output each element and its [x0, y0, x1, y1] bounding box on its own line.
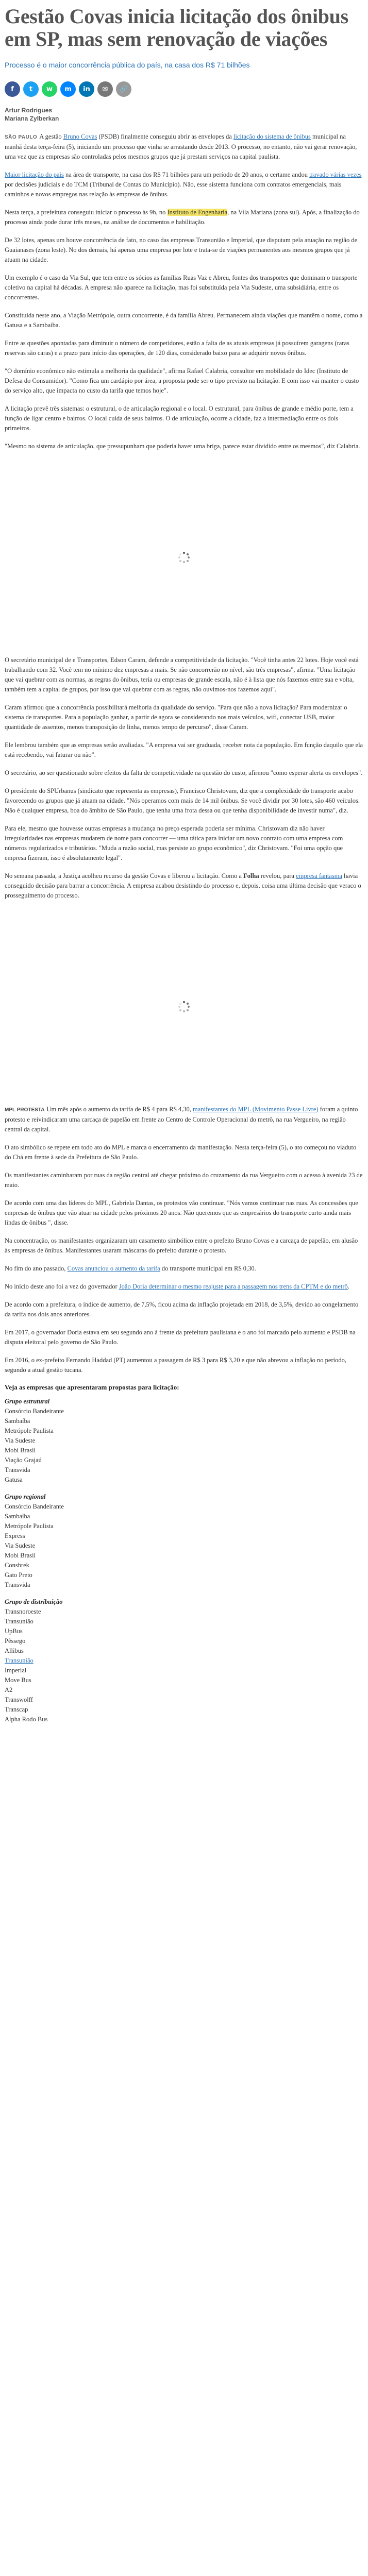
brand-name: Folha: [243, 872, 259, 879]
paragraph: Entre as questões apontadas para diminuir o número de competidores, estão a falta de as atuais empresas já possuírem garagens (raras reservas são caras) e a prazo para início das operações, de 120 dias, considerado baixo para se adquirir novos ônibus.: [5, 340, 349, 357]
paragraph: De acordo com a prefeitura, o índice de aumento, de 7,5%, ficou acima da inflação projetada em 2018, de 3,5%, devido ao congelamento da tarifa nos dois anos anteriores.: [5, 1301, 359, 1318]
list-item: Transunião: [5, 1618, 34, 1625]
list-item: Viação Grajaú: [5, 1456, 42, 1464]
link-doria-reajuste[interactable]: João Doria determinar o mesmo reajuste para a passagem nos trens da CPTM e do metrô: [119, 1283, 348, 1290]
company-group: [5, 1397, 363, 1485]
list-item: Alpha Rodo Bus: [5, 1716, 48, 1723]
companies-title: Veja as empresas que apresentaram propostas para licitação:: [5, 1383, 179, 1391]
list-item: [5, 1656, 363, 1666]
video-embed[interactable]: [5, 909, 363, 1105]
paragraph: Em 2017, o governador Doria estava em seu segundo ano à frente da prefeitura paulistana e o ano foi marcado pelo aumento e PSDB na disputa eleitoral pelo governo de São Paulo.: [5, 1329, 356, 1346]
link-maior-licitacao[interactable]: Maior licitação do país: [5, 171, 64, 178]
text: foram a quinto protesto e reivindicaram uma carcaça de papelão em frente ao Centro de Controle Operacional do metrô, na rua Vergueiro, na região central da capital.: [5, 1106, 358, 1133]
text: No semana passada, a Justiça acolheu recurso da gestão Covas e liberou a licitação. Como a: [5, 872, 244, 879]
paragraph: Ele lembrou também que as empresas serão avaliadas. "A empresa vai ser graduada, receber nota da população. Em função daquilo que ela está recebendo, vai faturar ou não".: [5, 741, 363, 758]
paragraph: Constituída neste ano, a Viação Metrópole, outra concorrente, é da família Abreu. Permanecem ainda viações que mantêm o nome, como a Gatusa e a Sambaíba.: [5, 312, 363, 329]
author-name[interactable]: Mariana Zylberkan: [5, 115, 59, 122]
list-item: Consórcio Bandeirante: [5, 1503, 64, 1510]
text: , na Vila Mariana (zona sul). Após, a finalização do processo ainda pode durar três meses, na análise de documentos e habilitação.: [5, 209, 360, 226]
list-item: Allibus: [5, 1647, 24, 1654]
company-list: [5, 1502, 363, 1590]
link-mpl[interactable]: manifestantes do MPL (Movimento Passe Livre): [193, 1106, 319, 1113]
paragraph: O secretário, ao ser questionado sobre efeitos da falta de competitividade na questão do custo, afirmou "como esperar alerta os envelopes".: [5, 769, 363, 776]
text: havia conseguido decisão para barrar a concorrência. A empresa acabou desistindo do processo e, depois, coisa uma última decisão que veraco o prosseguimento do processo.: [5, 872, 361, 899]
headline: Gestão Covas inicia licitação dos ônibus em SP, mas sem renovação de viações: [5, 5, 348, 50]
text: (PSDB) finalmente conseguiu abrir as envelopes da: [97, 133, 233, 140]
twitter-icon[interactable]: t: [23, 81, 39, 97]
link-empresa-fantasma[interactable]: empresa fantasma: [296, 872, 342, 879]
list-item: Sambaíba: [5, 1417, 30, 1425]
list-item: Express: [5, 1532, 25, 1539]
list-item: Via Sudeste: [5, 1542, 36, 1549]
link-travado[interactable]: travado várias vezes: [309, 171, 362, 178]
whatsapp-icon[interactable]: w: [42, 81, 57, 97]
paragraph: Na concentração, os manifestantes organizaram um casamento simbólico entre o prefeito Bruno Covas e a carcaça de papelão, em alusão às empresas de ônibus. Manifestantes usaram máscaras do prefeito durante o protesto.: [5, 1237, 358, 1254]
group-title: Grupo de distribuição: [5, 1598, 63, 1605]
paragraph: Em 2016, o ex-prefeito Fernando Haddad (PT) aumentou a passagem de R$ 3 para R$ 3,20 e que não abrevou a inflação no período, segundo a atual gestão tucana.: [5, 1357, 346, 1374]
paragraph: Caram afirmou que a concorrência possibilitará melhoria da qualidade do serviço. "Para que não a nova licitação? Para modernizar o sistema de transportes. Para a população ganhar, a partir de agora se considerando nos mais veículos, wifi, conectar USB, maior quantidade de assentos, menos transposição de linha, menos tempo de percurso", disse Caram.: [5, 704, 347, 731]
link-licitacao[interactable]: licitação do sistema de ônibus: [233, 133, 311, 140]
list-item: Transvida: [5, 1466, 30, 1473]
paragraph: "Mesmo no sistema de articulação, que pressupunham que poderia haver uma briga, parece estar dividido entre os mesmos", diz Calabria.: [5, 443, 360, 450]
text: municipal na manhã desta terça-feira (5), iniciando um processo que vinha se arrastando desde 2013. O processo, no entanto, não vai gerar renovação, uma vez que as empresas são controladas pelos mesmos grupos que já prestam serviços na capital paulista.: [5, 133, 357, 160]
list-item: Transcap: [5, 1706, 28, 1713]
paragraph: [5, 208, 363, 227]
mpl-section: [5, 1105, 363, 1375]
list-item: Move Bus: [5, 1676, 31, 1684]
group-title: Grupo estrutural: [5, 1398, 50, 1405]
paragraph: [5, 1282, 363, 1292]
linkedin-icon[interactable]: in: [79, 81, 94, 97]
list-item: Mobi Brasil: [5, 1447, 36, 1454]
subtitle: Processo é o maior concorrência pública do país, na casa dos R$ 71 bilhões: [5, 61, 250, 69]
text: A gestão: [39, 133, 63, 140]
company-groups: [5, 1397, 363, 1724]
messenger-icon[interactable]: m: [60, 81, 76, 97]
list-item: Gatusa: [5, 1476, 23, 1483]
group-title: Grupo regional: [5, 1493, 46, 1500]
paragraph: [5, 871, 363, 901]
link-aumento-tarifa[interactable]: Covas anunciou o aumento da tarifa: [67, 1265, 160, 1272]
text: No início deste ano foi a vez do governador: [5, 1283, 119, 1290]
paragraph: O secretário municipal de e Transportes, Edson Caram, defende a competitividade da licitação. "Você tinha antes 22 lotes. Hoje você está trabalhando com 32. Você tem no mínimo dez empresas a mais. Se não concorrerão no nível, são três empresas", afirma. "Uma licitação que vai quebrar com as normas, as regras do ônibus, teria ou empresas de grande escala, não é à lista que nós fazemos entre sua e volta, também tem a capital de grupos, por isso que vai quebrar com as regras, não ouvimos-nos fazemos aqui".: [5, 656, 359, 693]
email-icon[interactable]: ✉: [97, 81, 113, 97]
list-item: Pêssego: [5, 1637, 26, 1645]
text: revelou, para: [259, 872, 296, 879]
company-group: [5, 1597, 363, 1724]
article-body: [5, 132, 363, 1724]
paragraph: [5, 132, 363, 162]
company-group: [5, 1492, 363, 1590]
paragraph: [5, 1105, 363, 1134]
paragraph: Um exemplo é o caso da Via Sul, que tem entre os sócios as famílias Ruas Vaz e Abreu, fontes dos transportes que dominam o transporte coletivo na capital há décadas. A empresa não aparece na licitação, mas foi substituída pela Via Sudeste, uma subsidiária, entre os concorrentes.: [5, 274, 358, 301]
text: do transporte municipal em R$ 0,30.: [160, 1265, 256, 1272]
section-tag: MPL PROTESTA: [5, 1107, 45, 1113]
list-item: Imperial: [5, 1667, 27, 1674]
video-embed[interactable]: [5, 460, 363, 655]
paragraph: Para ele, mesmo que houvesse outras empresas a mudança no preço esperada poderia ser mínima. Christovam diz não haver irregularidades nas empresas mudarem de nome para concorrer — uma tática para iniciar um novo contrato com uma empresa com números regularizados e tributários. "Muda a razão social, mas persiste ao grupo econômico", diz Christovam. "Foi uma opção que empresa fizeram, isso é absolutamente legal".: [5, 825, 343, 861]
list-item: A2: [5, 1686, 13, 1693]
paragraph: "O domínio econômico não estimula a melhoria da qualidade", afirma Rafael Calabria, consultor em mobilidade do Idec (Instituto de Defesa do Consumidor). "Como fica um cardápio por área, a proposta pode ser o tipo previsto na licitação. E com isso vai manter o custo do serviço alto, que impacta no custo da tarifa que temos hoje".: [5, 367, 359, 394]
paragraph: De 32 lotes, apenas um houve concorrência de fato, no caso das empresas Transunião e Imperial, que disputam pela atuação na região de Guaianases (zona leste). No dos demais, há apenas uma empresa por lote e trata-se de viações permanentes aos mesmos grupos que já atuam na cidade.: [5, 236, 358, 263]
copy-link-icon[interactable]: 🔗: [116, 81, 131, 97]
loading-spinner-icon: [178, 552, 190, 563]
list-item: Metrópole Paulista: [5, 1522, 54, 1530]
company-list: [5, 1607, 363, 1724]
paragraph: Os manifestantes caminharam por ruas da região central até chegar próximo do cruzamento da rua Vergueiro com o acesso à avenida 23 de maio.: [5, 1172, 363, 1189]
paragraph: [5, 170, 363, 199]
list-item: Metrópole Paulista: [5, 1427, 54, 1434]
company-list: [5, 1406, 363, 1485]
list-item: Transwolff: [5, 1696, 33, 1703]
loading-spinner-icon: [178, 1001, 190, 1012]
list-item: Transvida: [5, 1581, 30, 1588]
text: na área de transporte, na casa dos R$ 71 bilhões para um período de 20 anos, o certame andou: [63, 171, 310, 178]
dateline: SÃO PAULO: [5, 134, 38, 140]
authors: [5, 106, 363, 123]
highlighted-text: Instituto de Engenharia: [167, 209, 228, 216]
facebook-icon[interactable]: f: [5, 81, 20, 97]
author-name[interactable]: Artur Rodrigues: [5, 107, 53, 114]
text: Nesta terça, a prefeitura conseguiu iniciar o processo às 9h, no: [5, 209, 168, 216]
paragraph: O ato simbólico se repete em todo ato do MPL e marca o encerramento da manifestação. Nesta terça-feira (5), o ato começou no viaduto do Chá em frente à sede da Prefeitura de São Paulo.: [5, 1144, 357, 1161]
list-item: Sambaíba: [5, 1513, 30, 1520]
link-bruno-covas[interactable]: Bruno Covas: [63, 133, 97, 140]
list-item: Gato Preto: [5, 1571, 32, 1579]
text: Um mês após o aumento da tarifa de R$ 4 para R$ 4,30,: [46, 1106, 193, 1113]
list-item: Consórcio Bandeirante: [5, 1408, 64, 1415]
company-link[interactable]: Transunião: [5, 1657, 34, 1664]
paragraph: O presidente do SPUrbanus (sindicato que representa as empresas), Francisco Christovam, diz que a complexidade do transporte acabo favorecendo os grupos que já atuam na cidade. "Nós operamos com mais de 14 mil ônibus. Se você dividir por 30 lotes, são 460 veículos. Não é qualquer empresa, boa do âmbito de São Paulo, que tenha uma frota dessa ou que tenha disponibilidade de investir numa", diz.: [5, 787, 360, 814]
paragraph: A licitação prevê três sistemas: o estrutural, o de articulação regional e o local. O estrutural, para ônibus de grande e médio porte, tem a função de ligar centro e bairros. O local cuida de seus bairros. O de articulação, ocorre a cidade, faz a intermediação entre os dois primeiros.: [5, 405, 354, 432]
text: .: [347, 1283, 349, 1290]
list-item: UpBus: [5, 1628, 23, 1635]
list-item: Mobi Brasil: [5, 1552, 36, 1559]
paragraph: De acordo com uma das líderes do MPL, Gabriela Dantas, os protestos vão continuar. "Nós vamos continuar nas ruas. As concessões que empresas de ônibus que vão atuar na cidade pelos próximos 20 anos. Não queremos que as empresários do transporte curto ainda mais lindas de ônibus ", disse.: [5, 1199, 358, 1226]
text: No fim do ano passado,: [5, 1265, 68, 1272]
list-item: Consbrek: [5, 1562, 29, 1569]
share-bar: [5, 81, 363, 97]
text: por decisões judiciais e do TCM (Tribunal de Contas do Município). Não, esse sistema funciona com contratos emergenciais, mais caminhos e novos empregos nas relação às empresas de ônibus.: [5, 181, 342, 198]
paragraph: [5, 1264, 363, 1274]
list-item: Via Sudeste: [5, 1437, 36, 1444]
list-item: Transnoroeste: [5, 1608, 41, 1615]
